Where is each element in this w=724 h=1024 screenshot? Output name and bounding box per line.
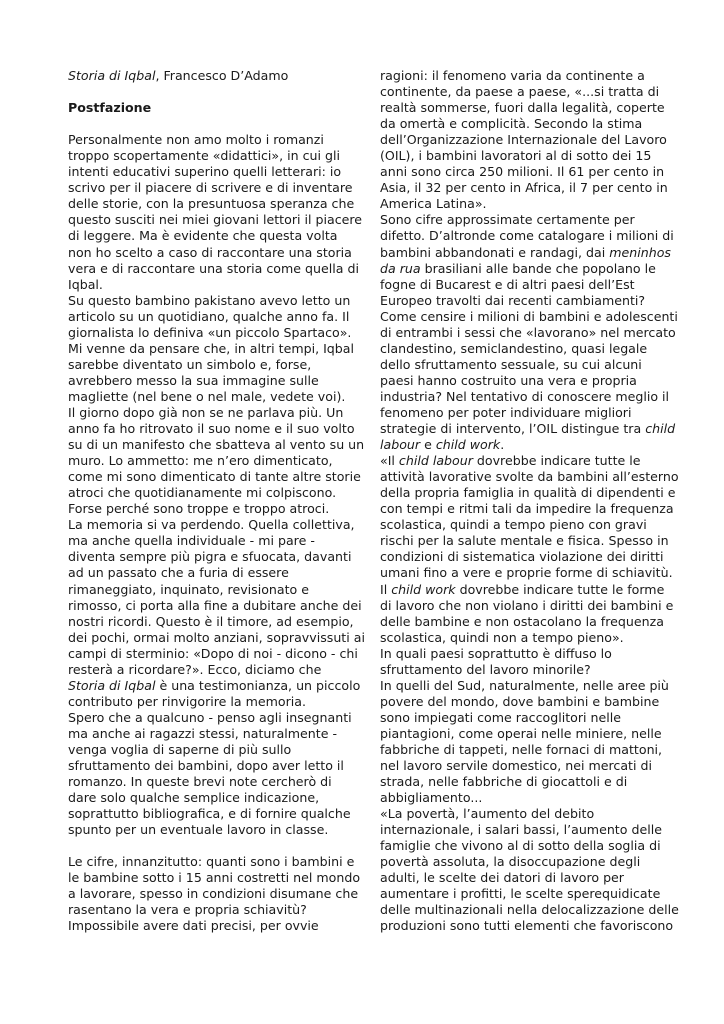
text-line: In quali paesi soprattutto è diffuso lo [380, 645, 612, 661]
left-column [68, 68, 365, 935]
text-line: In quelli del Sud, naturalmente, nelle aree più [380, 677, 669, 693]
text-line: Come censire i milioni di bambini e adolescenti [380, 308, 678, 324]
text-line: Asia, il 32 per cento in Africa, il 7 per cento in [380, 180, 668, 196]
text-line: sfruttamento del lavoro minorile? [380, 661, 591, 677]
text-run: brasiliani alle bande che popolano le [420, 260, 656, 276]
text-line: dell’Organizzazione Internazionale del Lavoro [380, 132, 667, 148]
text-line: internazionale, i salari bassi, l’aumento delle [380, 822, 662, 838]
text-line: ma anche quella individuale - mi pare - [68, 533, 315, 549]
text-line: delle bambine e non ostacolano la frequenza [380, 613, 664, 629]
text-line: rasentano la vera e propria schiavitù? [68, 902, 307, 918]
italic-term: da rua [380, 260, 421, 276]
text-line: ma anche ai ragazzi stessi, naturalmente - [68, 725, 338, 741]
text-line: continente, da paese a paese, «...si tratta di [380, 84, 660, 100]
italic-term: labour [380, 437, 421, 453]
text-line: soprattutto bibliografica, e di fornire qualche [68, 806, 351, 822]
text-line: sarebbe diventato un simbolo e, forse, [68, 356, 312, 372]
text-line: dello sfruttamento sessuale, su cui alcuni [380, 356, 642, 372]
right-column [380, 68, 679, 935]
text-line: America Latina». [380, 196, 487, 212]
text-line [68, 838, 356, 854]
text-line: scolastica, quindi a tempo pieno con gravi [380, 517, 647, 533]
text-line: povertà assoluta, la disoccupazione degli [380, 854, 641, 870]
text-line: Europeo travolti dai recenti cambiamenti? [380, 292, 646, 308]
text-line: aumentare i profitti, le scelte sperequidicate [380, 886, 661, 902]
text-line: Il giorno dopo già non se ne parlava più. Un [68, 404, 344, 420]
text-line: Iqbal. [68, 276, 103, 292]
text-line: piantagioni, come operai nelle miniere, nelle [380, 725, 662, 741]
text-run: «Il [380, 453, 399, 469]
text-run: dovrebbe indicare tutte le forme [455, 581, 665, 597]
text-run: dovrebbe indicare tutte le [472, 453, 641, 469]
text-line: industria? Nel tentativo di conoscere meglio il [380, 388, 670, 404]
text-line: da omertà e complicità. Secondo la stima [380, 116, 643, 132]
text-line: Spero che a qualcuno - penso agli insegnanti [68, 709, 352, 725]
text-line [68, 677, 361, 694]
section-heading: Postfazione [68, 100, 152, 116]
text-line: diventa sempre più pigra e sfuocata, davanti [68, 549, 352, 565]
text-line: di leggere. Ma è evidente che questa volta [68, 228, 338, 244]
text-line: povere del mondo, dove bambini e bambine [380, 693, 660, 709]
text-line [380, 581, 665, 598]
text-line: umani fino a vere e proprie forme di schiavitù. [380, 565, 673, 581]
text-line: famiglie che vivono al di sotto della soglia di [380, 838, 661, 854]
text-line: Su questo bambino pakistano avevo letto un [68, 292, 351, 308]
text-line: dare solo qualche semplice indicazione, [68, 790, 320, 806]
text-line: non ho scelto a caso di raccontare una storia [68, 244, 352, 260]
text-line: delle multinazionali nella delocalizzazione delle [380, 902, 679, 918]
text-line: fenomeno per poter individuare migliori [380, 404, 632, 420]
italic-term: child work [391, 581, 456, 597]
text-line: spunto per un eventuale lavoro in classe. [68, 822, 329, 838]
text-line: Forse perché sono troppe e troppo atroci. [68, 501, 330, 517]
text-line: fabbriche di tappeti, nelle fornaci di mattoni, [380, 741, 663, 757]
text-line: ragioni: il fenomeno varia da continente a [380, 68, 645, 83]
text-line: sfruttamento dei bambini, dopo aver letto il [68, 758, 344, 774]
text-line: resterà a ricordare?». Ecco, diciamo che [68, 661, 322, 677]
text-line: produzioni sono tutti elementi che favoriscono [380, 918, 674, 934]
text-line: avrebbero messo la sua immagine sulle [68, 372, 319, 388]
text-line: strada, nelle fabbriche di giocattoli e di [380, 774, 628, 790]
text-line: troppo scopertamente «didattici», in cui gli [68, 148, 340, 164]
text-run: è una testimonianza, un piccolo [155, 677, 361, 693]
text-line: intenti educativi superino quelli letterari: io [68, 164, 342, 180]
text-line: romanzo. In queste brevi note cercherò di [68, 774, 332, 790]
text-run: Il [380, 581, 392, 597]
text-line: vera e di raccontare una storia come quella di [68, 260, 359, 276]
text-line: condizioni di sistematica violazione dei diritti [380, 549, 664, 565]
author-name: , Francesco D’Adamo [155, 68, 289, 83]
text-line [380, 261, 658, 277]
text-line: muro. Lo ammetto: me n’ero dimenticato, [68, 453, 333, 469]
text-line [380, 244, 671, 261]
text-line: anno fa ho ritrovato il suo nome e il suo volto [68, 421, 355, 437]
left-body-text [68, 132, 365, 934]
text-line: con tempi e ritmi tali da impedire la frequenza [380, 501, 674, 517]
text-line: La memoria si va perdendo. Quella collettiva, [68, 517, 355, 533]
italic-title: Storia di Iqbal [68, 677, 156, 693]
text-line: anni sono circa 250 milioni. Il 61 per cento in [380, 164, 665, 180]
text-line: abbigliamento... [380, 790, 483, 806]
text-line: dei pochi, ormai molto anziani, sopravvissuti ai [68, 629, 365, 645]
text-line: Impossibile avere dati precisi, per ovvie [68, 918, 319, 934]
text-line: nel lavoro servile domestico, nei mercati di [380, 758, 652, 774]
text-line: sono impiegati come raccoglitori nelle [380, 709, 622, 725]
text-line: delle storie, con la presuntuosa speranza che [68, 196, 355, 212]
text-line: questo susciti nei miei giovani lettori il piacere [68, 212, 363, 228]
text-line: contributo per rinvigorire la memoria. [68, 693, 307, 709]
text-line: rimosso, ci porta alla fine a dubitare anche dei [68, 597, 362, 613]
text-line: paesi hanno costruito una vera e propria [380, 372, 637, 388]
text-line: scolastica, quindi non a tempo pieno». [380, 629, 624, 645]
text-line: su di un manifesto che sbatteva al vento su un [68, 437, 365, 453]
text-line: atroci che quotidianamente mi colpiscono. [68, 485, 337, 501]
text-line: di lavoro che non violano i diritti dei bambini e [380, 597, 674, 613]
text-line: le bambine sotto i 15 anni costretti nel mondo [68, 870, 361, 886]
italic-term: meninhos [609, 244, 671, 260]
text-line: magliette (nel bene o nel male, vedete voi). [68, 388, 346, 404]
text-line: Personalmente non amo molto i romanzi [68, 132, 324, 148]
text-line: della propria famiglia in qualità di dipendenti e [380, 485, 676, 501]
text-line [380, 421, 676, 437]
document-title [68, 68, 356, 84]
text-line: campi di sterminio: «Dopo di noi - dicono - chi [68, 645, 358, 661]
italic-term: child labour [398, 453, 473, 469]
text-line: rimaneggiato, inquinato, revisionato e [68, 581, 310, 597]
text-line: difetto. D’altronde come catalogare i milioni di [380, 228, 674, 244]
italic-term: child work [435, 437, 501, 453]
text-line: di entrambi i sessi che «lavorano» nel mercato [380, 324, 676, 340]
book-title: Storia di Iqbal [68, 68, 156, 83]
text-line: Le cifre, innanzitutto: quanti sono i bambini e [68, 854, 355, 870]
text-run: bambini abbandonati e randagi, dai [380, 244, 610, 260]
text-line: a lavorare, spesso in condizioni disumane che [68, 886, 359, 902]
text-line: venga voglia di saperne di più sullo [68, 741, 292, 757]
text-line: Sono cifre approssimate certamente per [380, 212, 635, 228]
text-line: attività lavorative svolte da bambini all’esterno [380, 469, 679, 485]
text-line: scrivo per il piacere di scrivere e di inventare [68, 180, 353, 196]
text-run: . [500, 437, 505, 453]
text-line: Mi venne da pensare che, in altri tempi, Iqbal [68, 340, 355, 356]
text-line: clandestino, semiclandestino, quasi legale [380, 340, 648, 356]
text-line: rischi per la salute mentale e fisica. Spesso in [380, 533, 669, 549]
text-line: articolo su un quotidiano, qualche anno fa. Il [68, 308, 350, 324]
text-line: realtà sommerse, fuori dalla legalità, coperte [380, 100, 665, 116]
text-line: ad un passato che a furia di essere [68, 565, 289, 581]
text-line [380, 437, 658, 453]
text-line: (OIL), i bambini lavoratori al di sotto dei 15 [380, 148, 652, 164]
text-line: come mi sono dimenticato di tante altre storie [68, 469, 361, 485]
italic-term: child [645, 421, 676, 437]
text-line: adulti, le scelte dei datori di lavoro per [380, 870, 624, 886]
text-line: fogne di Bucarest e di altri paesi dell’Est [380, 276, 635, 292]
text-run: strategie di intervento, l’OIL distingue tra [380, 421, 646, 437]
text-run: e [420, 437, 436, 453]
right-body-text [380, 68, 679, 935]
text-line: giornalista lo definiva «un piccolo Spartaco». [68, 324, 352, 340]
text-line: nostri ricordi. Questo è il timore, ad esempio, [68, 613, 354, 629]
text-line: «La povertà, l’aumento del debito [380, 806, 595, 822]
text-line [380, 453, 658, 469]
